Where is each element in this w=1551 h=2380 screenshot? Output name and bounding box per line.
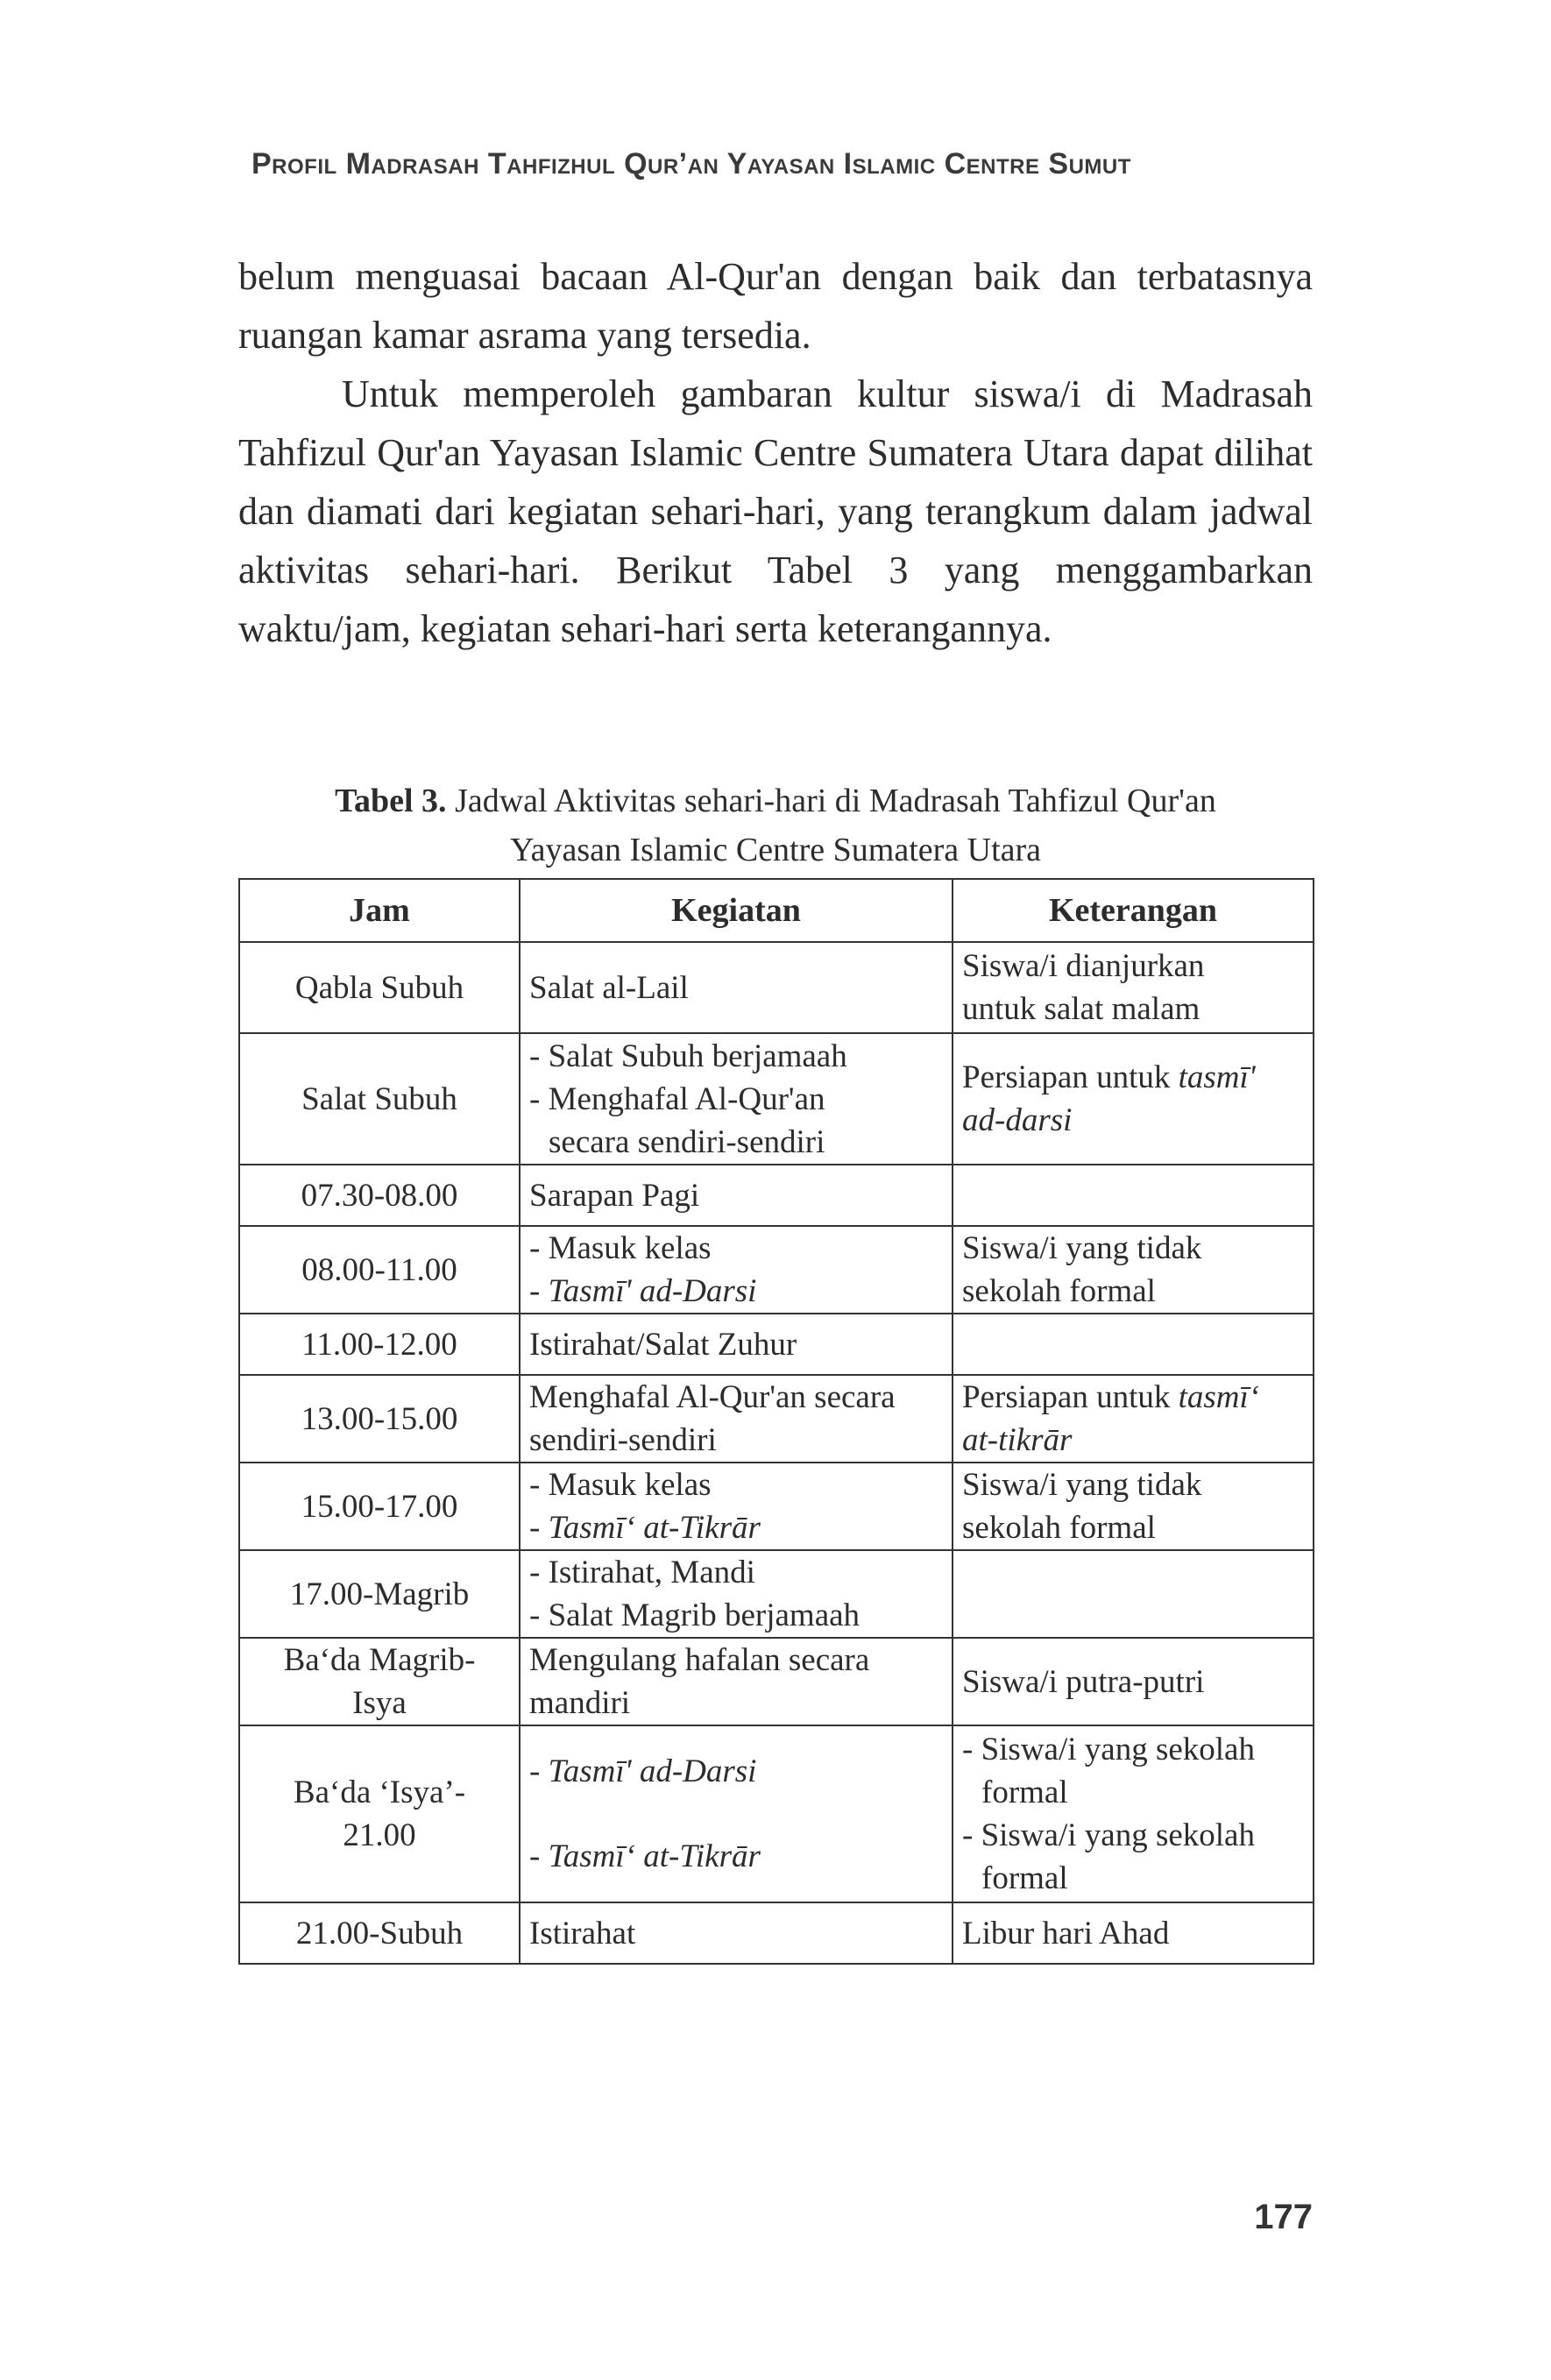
keterangan-text: Persiapan untuk (962, 1059, 1179, 1095)
table-row (239, 1550, 1314, 1638)
table-row (239, 1226, 1314, 1314)
keterangan-line: - Siswa/i yang sekolah formal (962, 1817, 1255, 1896)
cell-keterangan (953, 1165, 1314, 1226)
cell-kegiatan: Sarapan Pagi (520, 1165, 953, 1226)
kegiatan-line: mandiri (529, 1685, 631, 1721)
table-row (239, 1463, 1314, 1550)
jam-line: Ba‘da ‘Isya’- (293, 1774, 466, 1810)
kegiatan-italic: Tasmī‘ at-Tikrār (548, 1838, 761, 1874)
keterangan-italic: ad-darsi (962, 1102, 1073, 1138)
cell-kegiatan (520, 1033, 953, 1165)
cell-keterangan (953, 1550, 1314, 1638)
jam-line: Isya (352, 1685, 407, 1721)
table-row (239, 1033, 1314, 1165)
table-row (239, 1902, 1314, 1964)
cell-jam (239, 1638, 520, 1725)
body-text (238, 247, 1313, 658)
keterangan-line: sekolah formal (962, 1273, 1156, 1309)
paragraph-1: belum menguasai bacaan Al-Qur'an dengan baik dan terbatasnya ruangan kamar asrama yang tersedia. (238, 255, 1313, 357)
kegiatan-line: sendiri-sendiri (529, 1422, 717, 1458)
caption-line-1: Jadwal Aktivitas sehari-hari di Madrasah Tahfizul Qur'an (455, 783, 1216, 819)
cell-keterangan (953, 1314, 1314, 1375)
cell-jam: 08.00-11.00 (239, 1226, 520, 1314)
cell-jam: Salat Subuh (239, 1033, 520, 1165)
table-row (239, 1314, 1314, 1375)
kegiatan-line: - Menghafal Al-Qur'an (529, 1080, 825, 1117)
kegiatan-dash: - (529, 1273, 549, 1309)
table-row (239, 942, 1314, 1033)
cell-kegiatan (520, 1638, 953, 1725)
keterangan-text: Persiapan untuk (962, 1379, 1179, 1415)
cell-kegiatan (520, 1375, 953, 1463)
cell-keterangan: Libur hari Ahad (953, 1902, 1314, 1964)
cell-keterangan (953, 1226, 1314, 1314)
jam-line: Ba‘da Magrib- (283, 1642, 476, 1678)
cell-kegiatan: Istirahat (520, 1902, 953, 1964)
running-header: Profil Madrasah Tahfizhul Qur’an Yayasan Islamic Centre Sumut (251, 147, 1131, 181)
spacer (529, 1793, 943, 1835)
cell-jam: Qabla Subuh (239, 942, 520, 1033)
cell-jam (239, 1725, 520, 1902)
kegiatan-line: Menghafal Al-Qur'an secara (529, 1379, 896, 1415)
keterangan-line: Siswa/i yang tidak (962, 1467, 1202, 1503)
keterangan-line: Siswa/i yang tidak (962, 1230, 1202, 1266)
table-caption (238, 776, 1313, 875)
cell-kegiatan: Salat al-Lail (520, 942, 953, 1033)
cell-keterangan (953, 1725, 1314, 1902)
keterangan-line: untuk salat malam (962, 991, 1200, 1027)
cell-jam: 15.00-17.00 (239, 1463, 520, 1550)
caption-label: Tabel 3. (335, 783, 447, 819)
keterangan-line: Siswa/i dianjurkan (962, 948, 1205, 984)
cell-keterangan: Siswa/i putra-putri (953, 1638, 1314, 1725)
page-number: 177 (1254, 2198, 1313, 2236)
table-row (239, 1165, 1314, 1226)
kegiatan-dash: - (529, 1838, 549, 1874)
caption-line-2: Yayasan Islamic Centre Sumatera Utara (509, 832, 1042, 868)
column-header-keterangan: Keterangan (953, 879, 1314, 942)
keterangan-line: sekolah formal (962, 1510, 1156, 1546)
kegiatan-dash: - (529, 1753, 549, 1789)
cell-kegiatan (520, 1226, 953, 1314)
schedule-table (238, 878, 1314, 1965)
cell-jam: 17.00-Magrib (239, 1550, 520, 1638)
column-header-jam: Jam (239, 879, 520, 942)
keterangan-line: - Siswa/i yang sekolah formal (962, 1732, 1255, 1810)
keterangan-italic: at-tikrār (962, 1422, 1073, 1458)
cell-jam: 21.00-Subuh (239, 1902, 520, 1964)
cell-kegiatan (520, 1463, 953, 1550)
kegiatan-line: Mengulang hafalan secara (529, 1642, 870, 1678)
cell-keterangan (953, 942, 1314, 1033)
kegiatan-line: - Salat Magrib berjamaah (529, 1597, 860, 1633)
cell-keterangan (953, 1463, 1314, 1550)
kegiatan-line: secara sendiri-sendiri (549, 1123, 825, 1160)
table-header-row (239, 879, 1314, 942)
jam-line: 21.00 (343, 1817, 416, 1853)
cell-kegiatan: Istirahat/Salat Zuhur (520, 1314, 953, 1375)
table-row (239, 1725, 1314, 1902)
column-header-kegiatan: Kegiatan (520, 879, 953, 942)
cell-kegiatan (520, 1550, 953, 1638)
cell-keterangan (953, 1033, 1314, 1165)
cell-kegiatan (520, 1725, 953, 1902)
table-row (239, 1638, 1314, 1725)
cell-jam: 11.00-12.00 (239, 1314, 520, 1375)
table-row (239, 1375, 1314, 1463)
cell-keterangan (953, 1375, 1314, 1463)
cell-jam: 13.00-15.00 (239, 1375, 520, 1463)
kegiatan-dash: - (529, 1510, 549, 1546)
kegiatan-line: - Masuk kelas (529, 1467, 712, 1503)
kegiatan-line: - Masuk kelas (529, 1230, 712, 1266)
kegiatan-italic: Tasmī‘ at-Tikrār (548, 1510, 761, 1546)
keterangan-italic: tasmī‘ (1178, 1379, 1260, 1415)
cell-jam: 07.30-08.00 (239, 1165, 520, 1226)
kegiatan-line: - Istirahat, Mandi (529, 1555, 755, 1590)
paragraph-2: Untuk memperoleh gambaran kultur siswa/i di Madrasah Tahfizul Qur'an Yayasan Islamic Centre Sumatera Utara dapat dilihat dan diamati dari kegiatan sehari-hari, yang terangkum dalam jadwal aktivitas sehari-hari. Berikut Tabel 3 yang menggambarkan waktu/jam, kegiatan sehari-hari serta keterangannya. (238, 372, 1313, 650)
keterangan-italic: tasmī' (1178, 1059, 1256, 1095)
kegiatan-italic: Tasmī' ad-Darsi (548, 1753, 757, 1789)
kegiatan-line: - Salat Subuh berjamaah (529, 1038, 847, 1074)
kegiatan-italic: Tasmī' ad-Darsi (548, 1273, 757, 1309)
